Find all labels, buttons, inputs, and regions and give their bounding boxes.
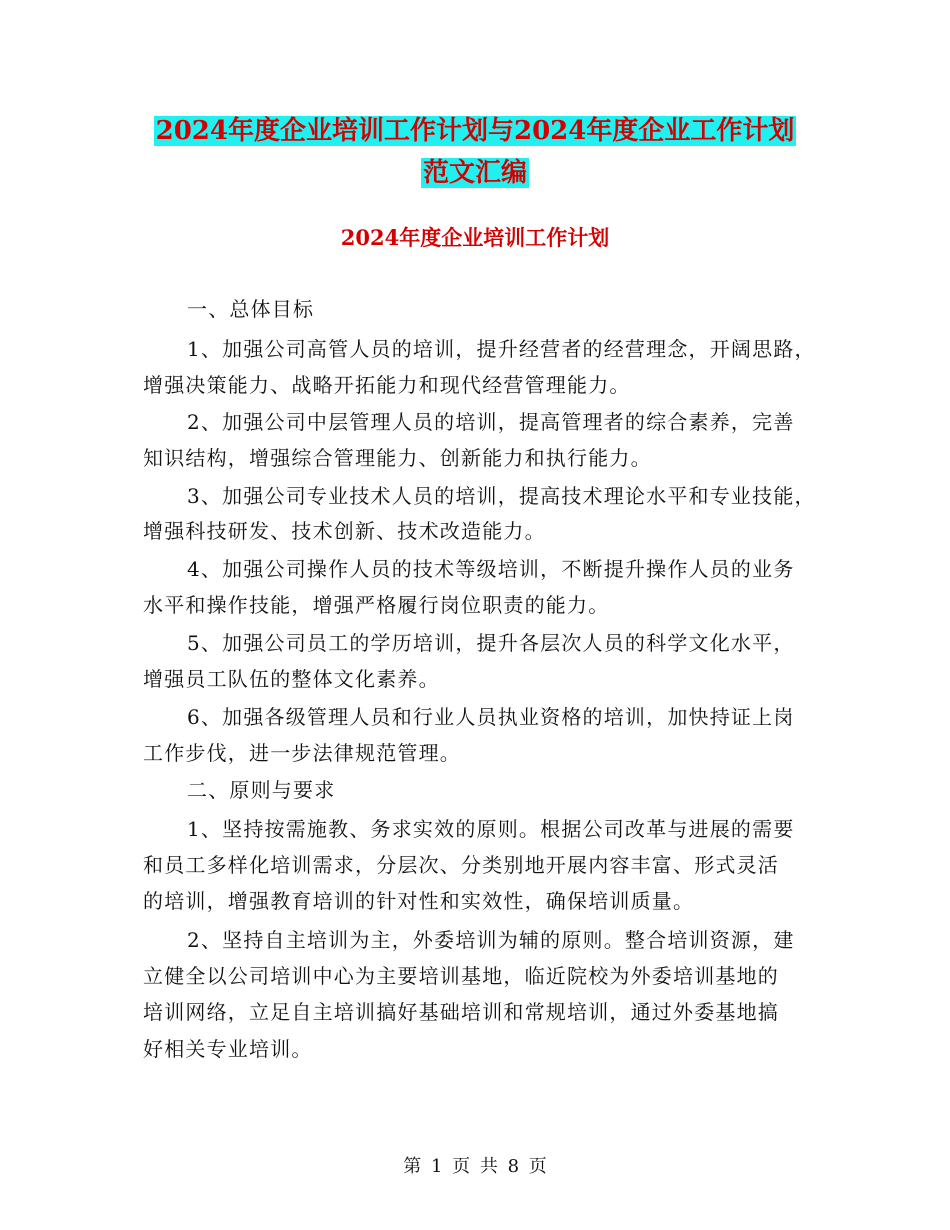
paragraph-line: 5、加强公司员工的学历培训，提升各层次人员的科学文化水平，	[187, 631, 795, 655]
paragraph-line: 4、加强公司操作人员的技术等级培训，不断提升操作人员的业务	[187, 557, 795, 581]
paragraph-line: 增强科技研发、技术创新、技术改造能力。	[143, 519, 546, 543]
paragraph-line: 增强决策能力、战略开拓能力和现代经营管理能力。	[143, 373, 631, 397]
paragraph-line: 立健全以公司培训中心为主要培训基地，临近院校为外委培训基地的	[143, 964, 779, 988]
paragraph-line: 水平和操作技能，增强严格履行岗位职责的能力。	[143, 593, 610, 617]
paragraph-line: 增强员工队伍的整体文化素养。	[143, 667, 440, 691]
heading-overall-goals: 一、总体目标	[187, 297, 315, 321]
paragraph-line: 的培训，增强教育培训的针对性和实效性，确保培训质量。	[143, 889, 695, 913]
paragraph-line: 培训网络，立足自主培训搞好基础培训和常规培训，通过外委基地搞	[143, 1000, 779, 1024]
page-number-footer: 第 1 页 共 8 页	[403, 1156, 547, 1177]
highlighted-title-text-2: 范文汇编	[422, 158, 527, 188]
paragraph-line: 6、加强各级管理人员和行业人员执业资格的培训，加快持证上岗	[187, 705, 795, 729]
highlighted-title-text-1: 2024年度企业培训工作计划与2024年度企业工作计划	[155, 116, 795, 146]
section-title: 2024年度企业培训工作计划	[340, 225, 610, 250]
paragraph-line: 2、加强公司中层管理人员的培训，提高管理者的综合素养，完善	[187, 410, 795, 434]
document-title-line-2	[0, 154, 950, 192]
paragraph-line: 知识结构，增强综合管理能力、创新能力和执行能力。	[143, 446, 652, 470]
paragraph-line: 1、坚持按需施教、务求实效的原则。根据公司改革与进展的需要	[187, 817, 795, 841]
paragraph-line: 2、坚持自主培训为主，外委培训为辅的原则。整合培训资源，建	[187, 928, 795, 952]
heading-principles: 二、原则与要求	[187, 778, 336, 802]
paragraph-line: 工作步伐，进一步法律规范管理。	[143, 741, 461, 765]
document-title-line-1	[0, 112, 950, 150]
paragraph-line: 和员工多样化培训需求，分层次、分类别地开展内容丰富、形式灵活	[143, 853, 779, 877]
paragraph-line: 1、加强公司高管人员的培训，提升经营者的经营理念，开阔思路，	[187, 337, 816, 361]
paragraph-line: 好相关专业培训。	[143, 1037, 313, 1061]
paragraph-line: 3、加强公司专业技术人员的培训，提高技术理论水平和专业技能，	[187, 484, 816, 508]
